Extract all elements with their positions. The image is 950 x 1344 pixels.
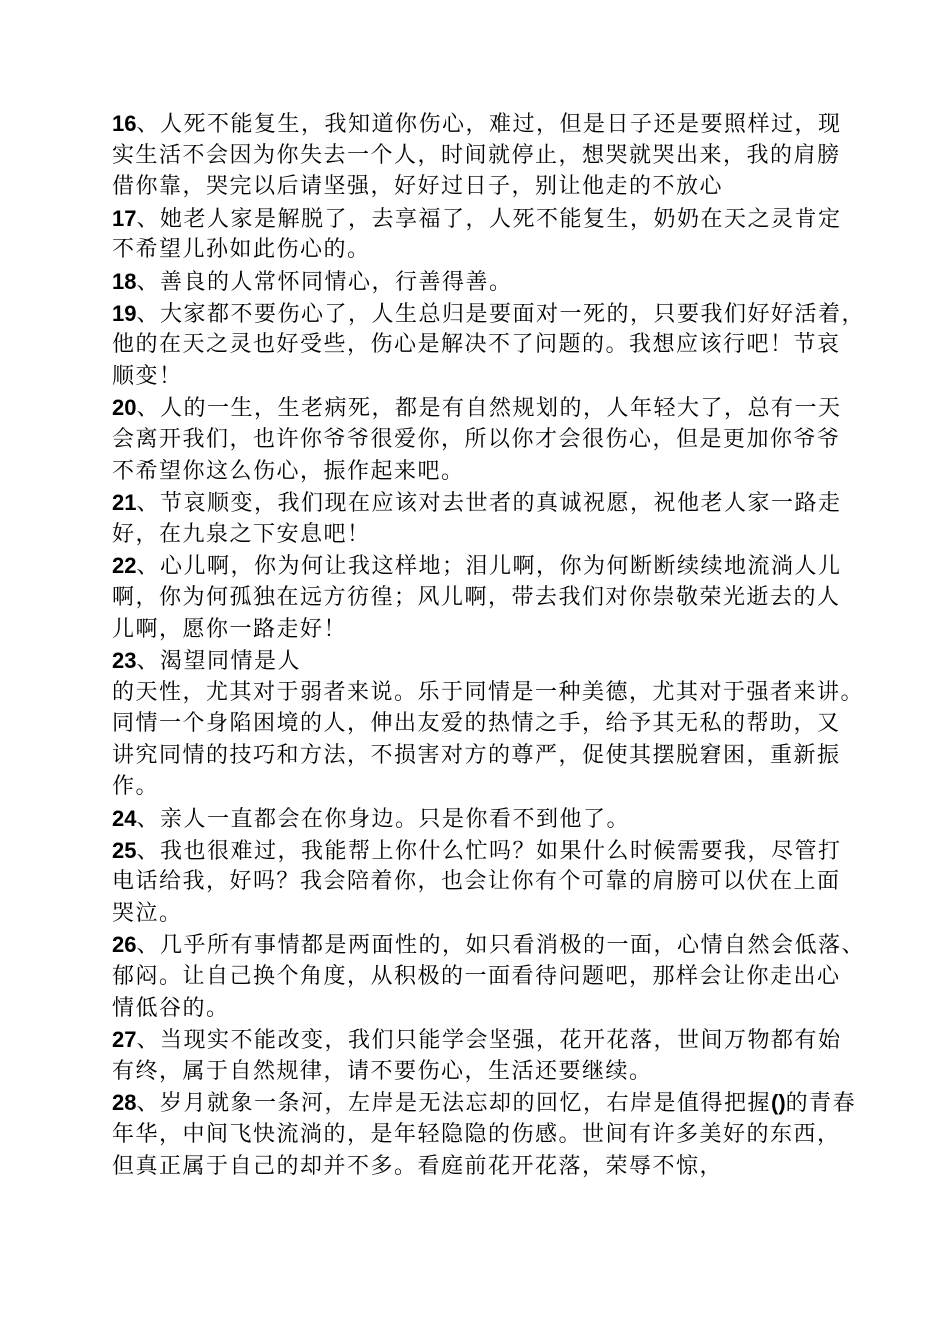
line-text: 、当现实不能改变，我们只能学会坚强，花开花落，世间万物都有始 <box>136 1028 842 1054</box>
text-line <box>112 1151 864 1183</box>
entry-number: 23 <box>112 648 137 674</box>
line-text: 但真正属于自己的却并不多。看庭前花开花落，荣辱不惊， <box>112 1153 724 1179</box>
text-line <box>112 519 864 551</box>
entry-number: 26 <box>112 932 137 958</box>
line-text: 、人的一生，生老病死，都是有自然规划的，人年轻大了，总有一天 <box>136 396 842 422</box>
text-line <box>112 1056 864 1088</box>
entry-line-24 <box>112 803 864 835</box>
entry-number: 22 <box>112 553 137 579</box>
entry-line-17 <box>112 203 864 235</box>
text-line <box>112 708 864 740</box>
entry-number: 17 <box>112 205 137 231</box>
text-line <box>112 424 864 456</box>
line-text: 、节哀顺变，我们现在应该对去世者的真诚祝愿，祝他老人家一路走 <box>136 491 842 517</box>
line-text: 情低谷的。 <box>112 995 230 1021</box>
line-text: 不希望你这么伤心，振作起来吧。 <box>112 458 465 484</box>
text-line <box>112 771 864 803</box>
text-line <box>112 898 864 930</box>
line-text: 、大家都不要伤心了，人生总归是要面对一死的，只要我们好好活着， <box>136 301 865 327</box>
line-text-tail: 的青春 <box>785 1091 857 1117</box>
entry-number: 24 <box>112 806 137 832</box>
line-text: 、渴望同情是人 <box>136 649 301 675</box>
line-text: 电话给我，好吗？我会陪着你，也会让你有个可靠的肩膀可以伏在上面 <box>112 869 841 895</box>
entry-line-28 <box>112 1087 864 1119</box>
line-text: 、亲人一直都会在你身边。只是你看不到他了。 <box>136 807 630 833</box>
line-text: 他的在天之灵也好受些，伤心是解决不了问题的。我想应该行吧！节哀 <box>112 332 841 358</box>
line-text: 同情一个身陷困境的人，伸出友爱的热情之手，给予其无私的帮助，又 <box>112 711 841 737</box>
line-text: 不希望儿孙如此伤心的。 <box>112 237 371 263</box>
text-line <box>112 993 864 1025</box>
entry-number: 28 <box>112 1090 137 1116</box>
line-text: 啊，你为何孤独在远方彷徨；风儿啊，带去我们对你崇敬荣光逝去的人 <box>112 584 841 610</box>
entry-line-16 <box>112 108 864 140</box>
line-text: 、她老人家是解脱了，去享福了，人死不能复生，奶奶在天之灵肯定 <box>136 206 842 232</box>
line-text: 借你靠，哭完以后请坚强，好好过日子，别让他走的不放心 <box>112 174 724 200</box>
entry-number: 25 <box>112 837 137 863</box>
document-page <box>112 108 864 1182</box>
entry-number: 19 <box>112 300 137 326</box>
entry-number: 18 <box>112 268 137 294</box>
entry-line-25 <box>112 835 864 867</box>
bold-parentheses: () <box>771 1090 786 1116</box>
text-line <box>112 234 864 266</box>
line-text: 实生活不会因为你失去一个人，时间就停止，想哭就哭出来，我的肩膀 <box>112 142 841 168</box>
line-text: 哭泣。 <box>112 900 183 926</box>
entry-line-22 <box>112 550 864 582</box>
line-text: 、善良的人常怀同情心，行善得善。 <box>136 269 513 295</box>
text-line <box>112 1119 864 1151</box>
entry-line-26 <box>112 929 864 961</box>
line-text: 、岁月就象一条河，左岸是无法忘却的回忆，右岸是值得把握 <box>136 1091 771 1117</box>
text-line <box>112 677 864 709</box>
text-line <box>112 171 864 203</box>
entry-line-23 <box>112 645 864 677</box>
line-text: 顺变！ <box>112 363 183 389</box>
line-text: 、心儿啊，你为何让我这样地；泪儿啊，你为何断断续续地流淌人儿 <box>136 554 842 580</box>
entry-line-27 <box>112 1024 864 1056</box>
line-text: 郁闷。让自己换个角度，从积极的一面看待问题吧，那样会让你走出心 <box>112 964 841 990</box>
entry-line-20 <box>112 392 864 424</box>
line-text: 、人死不能复生，我知道你伤心，难过，但是日子还是要照样过，现 <box>136 112 842 137</box>
line-text: 作。 <box>112 774 160 800</box>
entry-line-19 <box>112 298 864 330</box>
line-text: 好，在九泉之下安息吧！ <box>112 521 371 547</box>
entry-number: 16 <box>112 111 137 136</box>
text-line <box>112 329 864 361</box>
line-text: 的天性，尤其对于弱者来说。乐于同情是一种美德，尤其对于强者来讲。 <box>112 679 865 705</box>
text-line <box>112 961 864 993</box>
text-line <box>112 456 864 488</box>
line-text: 讲究同情的技巧和方法，不损害对方的尊严，促使其摆脱窘困，重新振 <box>112 742 841 768</box>
text-line <box>112 866 864 898</box>
entry-line-18 <box>112 266 864 298</box>
text-line <box>112 614 864 646</box>
line-text: 年华，中间飞快流淌的，是年轻隐隐的伤感。世间有许多美好的东西， <box>112 1122 841 1147</box>
text-line <box>112 582 864 614</box>
line-text: 会离开我们，也许你爷爷很爱你，所以你才会很伤心，但是更加你爷爷 <box>112 426 841 452</box>
text-line <box>112 740 864 772</box>
line-text: 儿啊，愿你一路走好！ <box>112 616 348 642</box>
entry-number: 20 <box>112 395 137 421</box>
line-text: 有终，属于自然规律，请不要伤心，生活还要继续。 <box>112 1058 653 1084</box>
line-text: 、几乎所有事情都是两面性的，如只看消极的一面，心情自然会低落、 <box>136 933 865 959</box>
entry-number: 21 <box>112 490 137 516</box>
entry-number: 27 <box>112 1027 137 1053</box>
text-line <box>112 361 864 393</box>
text-line <box>112 140 864 172</box>
line-text: 、我也很难过，我能帮上你什么忙吗？如果什么时候需要我，尽管打 <box>136 838 842 864</box>
entry-line-21 <box>112 487 864 519</box>
